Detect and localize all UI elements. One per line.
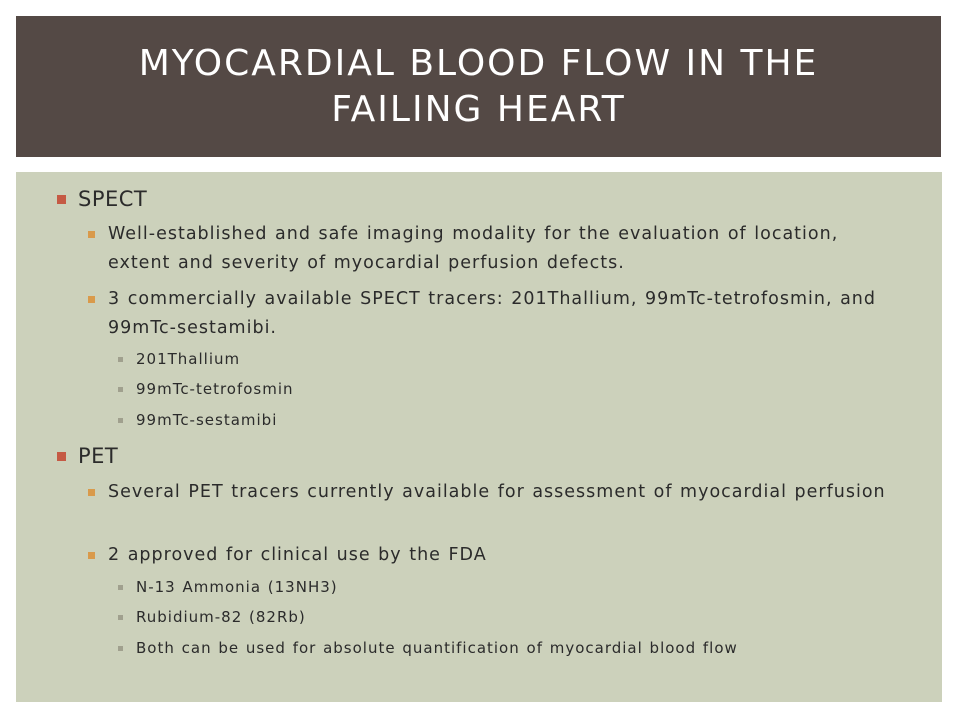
square-bullet-icon bbox=[57, 452, 66, 461]
content-panel bbox=[16, 172, 942, 702]
bullet-text: 3 commercially available SPECT tracers: 201Thallium, 99mTc-tetrofosmin, and 99mTc-sestamibi. bbox=[108, 289, 876, 338]
bullet-text: 99mTc-tetrofosmin bbox=[136, 380, 294, 398]
square-bullet-icon bbox=[88, 489, 95, 496]
bullet-text: Both can be used for absolute quantification of myocardial blood flow bbox=[136, 639, 738, 657]
square-bullet-icon bbox=[118, 615, 123, 620]
bullet-text: Well-established and safe imaging modality for the evaluation of location, extent and severity of myocardial perfusion defects. bbox=[108, 224, 839, 273]
square-bullet-icon bbox=[88, 231, 95, 238]
bullet-text: 99mTc-sestamibi bbox=[136, 411, 278, 429]
square-bullet-icon bbox=[88, 552, 95, 559]
square-bullet-icon bbox=[57, 195, 66, 204]
slide-title: MYOCARDIAL BLOOD FLOW IN THE FAILING HEART bbox=[138, 42, 819, 130]
bullet-text: PET bbox=[78, 444, 119, 468]
square-bullet-icon bbox=[88, 296, 95, 303]
square-bullet-icon bbox=[118, 646, 123, 651]
bullet-text: N-13 Ammonia (13NH3) bbox=[136, 578, 338, 596]
square-bullet-icon bbox=[118, 585, 123, 590]
bullet-text: Rubidium-82 (82Rb) bbox=[136, 608, 306, 626]
square-bullet-icon bbox=[118, 418, 123, 423]
bullet-text: SPECT bbox=[78, 187, 148, 211]
square-bullet-icon bbox=[118, 387, 123, 392]
bullet-text: Several PET tracers currently available for assessment of myocardial perfusion bbox=[108, 482, 886, 502]
bullet-text: 201Thallium bbox=[136, 350, 241, 368]
square-bullet-icon bbox=[118, 357, 123, 362]
title-bar bbox=[16, 16, 941, 157]
bullet-text: 2 approved for clinical use by the FDA bbox=[108, 545, 487, 565]
